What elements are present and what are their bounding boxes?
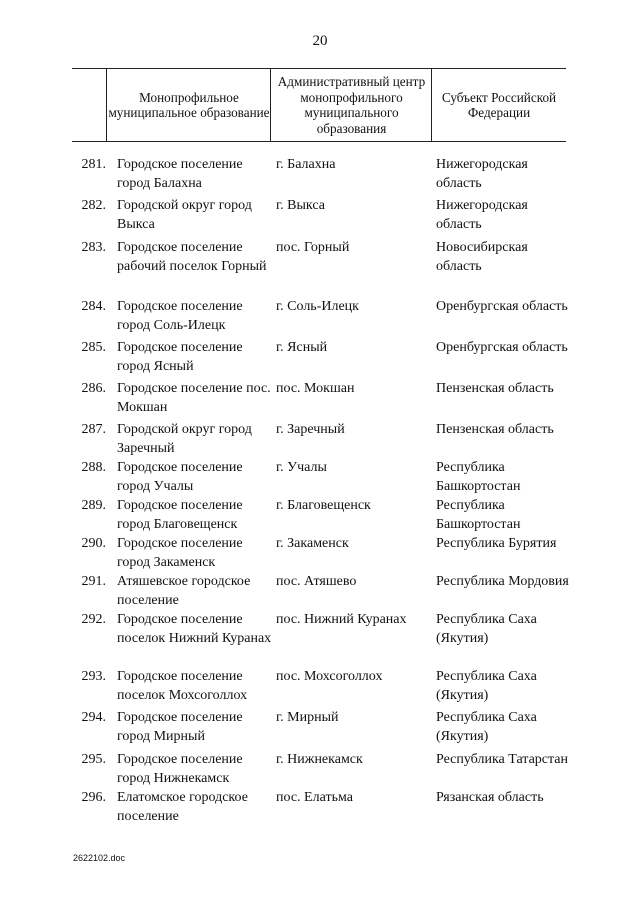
- row-admin-center: пос. Горный: [276, 240, 350, 255]
- row-federal-subject: Республика Саха (Якутия): [436, 669, 537, 703]
- table-row: [0, 459, 640, 497]
- row-number: 288.: [81, 460, 106, 475]
- row-number: 283.: [81, 240, 106, 255]
- table-row: [0, 611, 640, 668]
- row-admin-center: г. Мирный: [276, 710, 339, 725]
- row-federal-subject: Республика Башкортостан: [436, 498, 521, 532]
- row-municipality: Елатомское городское поселение: [117, 790, 248, 824]
- row-number: 281.: [81, 157, 106, 172]
- file-name-footer: 2622102.doc: [73, 853, 126, 863]
- row-admin-center: г. Нижнекамск: [276, 752, 363, 767]
- row-admin-center: г. Заречный: [276, 422, 345, 437]
- row-admin-center: г. Закаменск: [276, 536, 349, 551]
- row-number: 296.: [81, 790, 106, 805]
- row-municipality: Городское поселение город Мирный: [117, 710, 243, 744]
- row-number: 292.: [81, 612, 106, 627]
- table-row: [0, 535, 640, 573]
- row-admin-center: г. Соль-Илецк: [276, 299, 359, 314]
- row-number: 285.: [81, 340, 106, 355]
- row-admin-center: пос. Мокшан: [276, 381, 355, 396]
- table-row: [0, 497, 640, 535]
- row-municipality: Городское поселение город Соль-Илецк: [117, 299, 243, 333]
- row-municipality: Городское поселение город Закаменск: [117, 536, 243, 570]
- table-row: [0, 339, 640, 380]
- row-federal-subject: Республика Бурятия: [436, 536, 557, 551]
- row-admin-center: г. Выкса: [276, 198, 325, 213]
- row-admin-center: пос. Елатьма: [276, 790, 353, 805]
- table-row: [0, 789, 640, 829]
- row-municipality: Городское поселение город Ясный: [117, 340, 243, 374]
- header-admin-center: Административный центр монопрофильного муниципального образования: [270, 69, 432, 141]
- row-number: 295.: [81, 752, 106, 767]
- row-admin-center: г. Балахна: [276, 157, 336, 172]
- row-municipality: Городской округ город Заречный: [117, 422, 252, 456]
- row-admin-center: пос. Нижний Куранах: [276, 612, 407, 627]
- row-federal-subject: Нижегородская область: [436, 157, 528, 191]
- row-federal-subject: Пензенская область: [436, 381, 554, 396]
- row-number: 286.: [81, 381, 106, 396]
- table-row: [0, 197, 640, 239]
- table-row: [0, 709, 640, 751]
- row-federal-subject: Нижегородская область: [436, 198, 528, 232]
- row-number: 282.: [81, 198, 106, 213]
- row-federal-subject: Республика Саха (Якутия): [436, 612, 537, 646]
- row-municipality: Городское поселение рабочий поселок Горный: [117, 240, 267, 274]
- row-federal-subject: Рязанская область: [436, 790, 544, 805]
- row-municipality: Городское поселение город Учалы: [117, 460, 243, 494]
- row-federal-subject: Новосибирская область: [436, 240, 528, 274]
- row-federal-subject: Пензенская область: [436, 422, 554, 437]
- table-header: [72, 68, 566, 142]
- table-row: [0, 668, 640, 709]
- row-admin-center: г. Ясный: [276, 340, 328, 355]
- row-number: 284.: [81, 299, 106, 314]
- row-municipality: Городской округ город Выкса: [117, 198, 252, 232]
- row-admin-center: г. Благовещенск: [276, 498, 371, 513]
- row-number: 293.: [81, 669, 106, 684]
- table-row: [0, 156, 640, 197]
- row-admin-center: г. Учалы: [276, 460, 327, 475]
- row-municipality: Городское поселение город Благовещенск: [117, 498, 243, 532]
- row-admin-center: пос. Мохсоголлох: [276, 669, 383, 684]
- row-federal-subject: Оренбургская область: [436, 340, 568, 355]
- row-municipality: Городское поселение поселок Мохсоголлох: [117, 669, 248, 703]
- header-municipality: Монопрофильное муниципальное образование: [106, 69, 271, 141]
- row-federal-subject: Республика Башкортостан: [436, 460, 521, 494]
- page-number: 20: [312, 33, 328, 49]
- row-federal-subject: Республика Мордовия: [436, 574, 569, 589]
- row-federal-subject: Оренбургская область: [436, 299, 568, 314]
- row-admin-center: пос. Атяшево: [276, 574, 357, 589]
- row-number: 291.: [81, 574, 106, 589]
- table-row: [0, 380, 640, 421]
- table-row: [0, 573, 640, 611]
- table-row: [0, 239, 640, 298]
- row-municipality: Городское поселение город Балахна: [117, 157, 243, 191]
- table-row: [0, 421, 640, 459]
- row-number: 294.: [81, 710, 106, 725]
- header-federal-subject: Субъект Российской Федерации: [431, 69, 566, 141]
- row-municipality: Атяшевское городское поселение: [117, 574, 251, 608]
- row-number: 287.: [81, 422, 106, 437]
- table-row: [0, 751, 640, 789]
- row-federal-subject: Республика Татарстан: [436, 752, 569, 767]
- table-body: [0, 156, 640, 829]
- row-municipality: Городское поселение пос. Мокшан: [117, 381, 271, 415]
- row-number: 290.: [81, 536, 106, 551]
- row-municipality: Городское поселение город Нижнекамск: [117, 752, 243, 786]
- row-federal-subject: Республика Саха (Якутия): [436, 710, 537, 744]
- row-municipality: Городское поселение поселок Нижний Куранах: [117, 612, 272, 646]
- table-row: [0, 298, 640, 339]
- row-number: 289.: [81, 498, 106, 513]
